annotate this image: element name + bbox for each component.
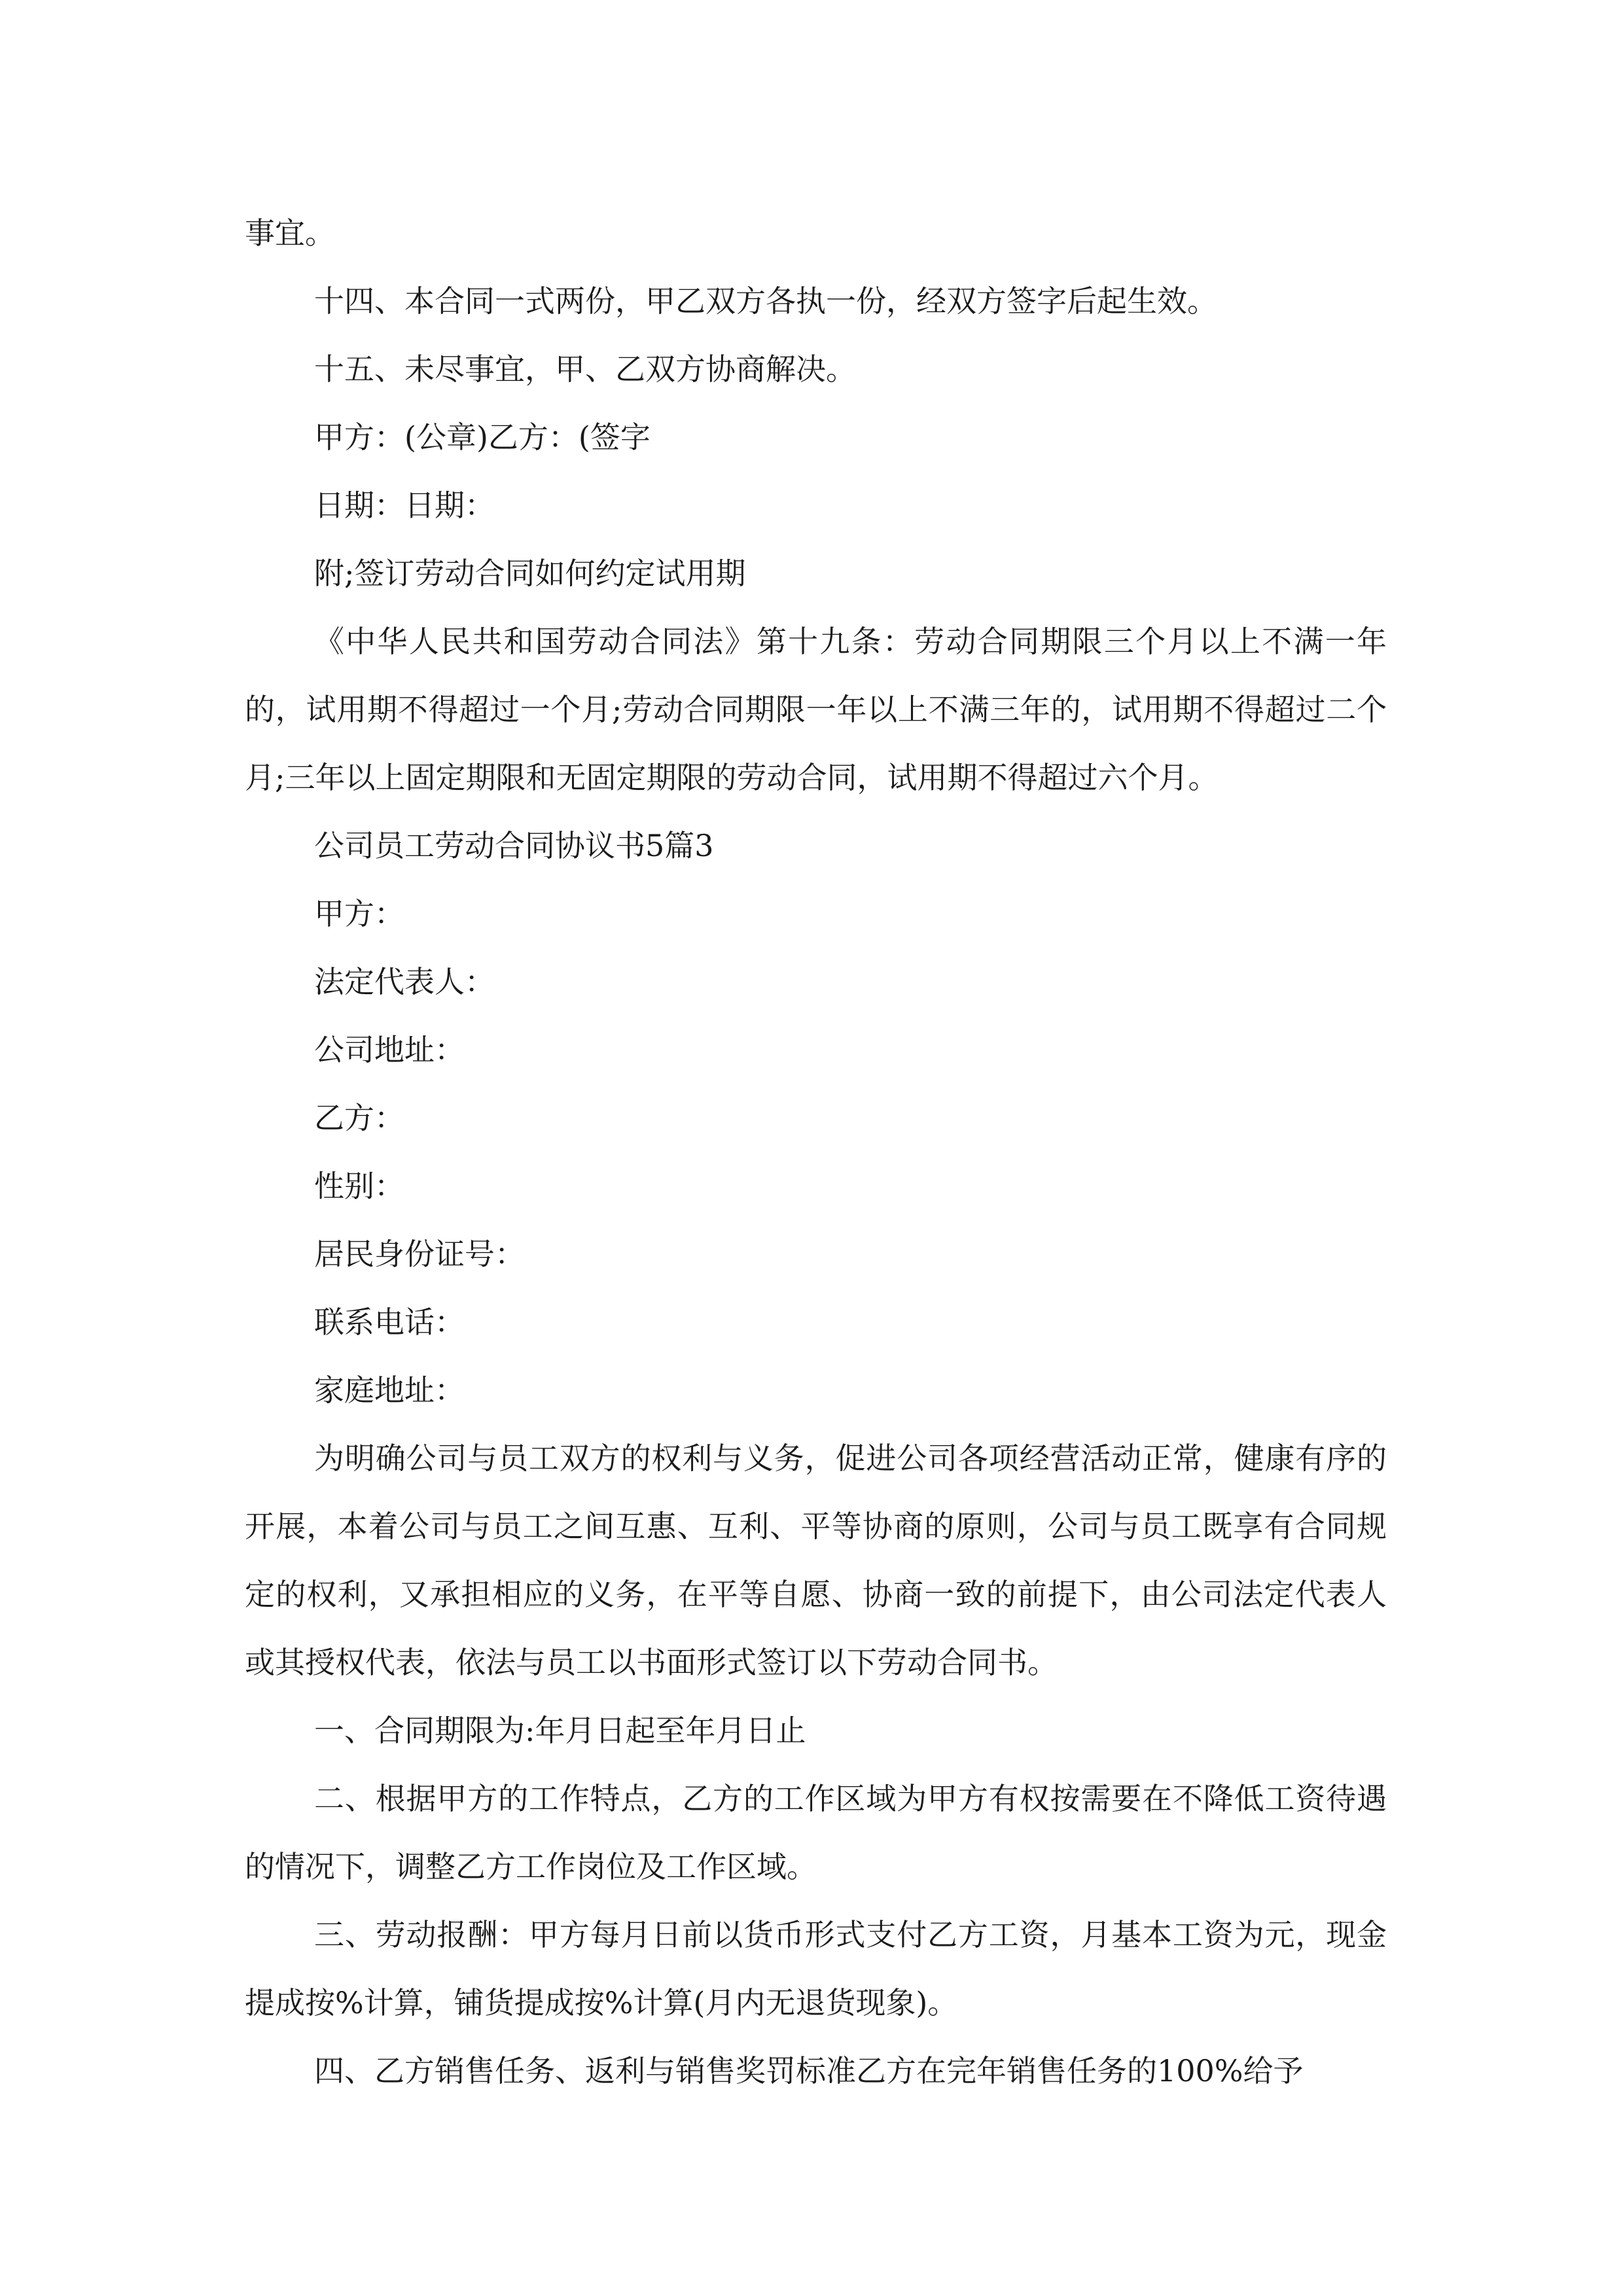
field-party-a: 甲方： [314,896,404,931]
section-title: 公司员工劳动合同协议书5篇3 [314,828,714,863]
signature-line: 甲方：(公章)乙方：(签字 [314,420,651,455]
field-legal-representative: 法定代表人： [314,964,495,999]
clause-14: 十四、本合同一式两份，甲乙双方各执一份，经双方签字后起生效。 [314,283,1217,319]
field-phone: 联系电话： [314,1304,465,1340]
field-company-address: 公司地址： [314,1032,465,1067]
field-party-b: 乙方： [314,1100,404,1136]
preamble-paragraph: 为明确公司与员工双方的权利与义务，促进公司各项经营活动正常，健康有序的开展，本着公司与员工之间互惠、互利、平等协商的原则，公司与员工既享有合同规定的权利，又承担相应的义务，在平等自愿、协商一致的前提下，由公司法定代表人或其授权代表，依法与员工以书面形式签订以下劳动合同书。 [245,1441,1387,1680]
clause-2-work-area: 二、根据甲方的工作特点，乙方的工作区域为甲方有权按需要在不降低工资待遇的情况下，调整乙方工作岗位及工作区域。 [245,1781,1387,1884]
document-body [245,199,1387,2105]
field-home-address: 家庭地址： [314,1372,465,1408]
field-gender: 性别： [314,1168,404,1204]
clause-1-term: 一、合同期限为:年月日起至年月日止 [314,1713,806,1748]
field-id-number: 居民身份证号： [314,1236,525,1272]
clause-15: 十五、未尽事宜，甲、乙双方协商解决。 [314,351,856,387]
appendix-heading: 附;签订劳动合同如何约定试用期 [314,556,746,591]
date-line: 日期：日期： [314,488,495,523]
clause-3-remuneration: 三、劳动报酬：甲方每月日前以货币形式支付乙方工资，月基本工资为元，现金提成按%计算，铺货提成按%计算(月内无退货现象)。 [245,1917,1387,2020]
clause-4-sales-targets: 四、乙方销售任务、返利与销售奖罚标准乙方在完年销售任务的100%给予 [314,2053,1304,2089]
paragraph-continuation: 事宜。 [245,215,335,251]
law-article-19: 《中华人民共和国劳动合同法》第十九条：劳动合同期限三个月以上不满一年的，试用期不得超过一个月;劳动合同期限一年以上不满三年的，试用期不得超过二个月;三年以上固定期限和无固定期限的劳动合同，试用期不得超过六个月。 [245,624,1387,795]
